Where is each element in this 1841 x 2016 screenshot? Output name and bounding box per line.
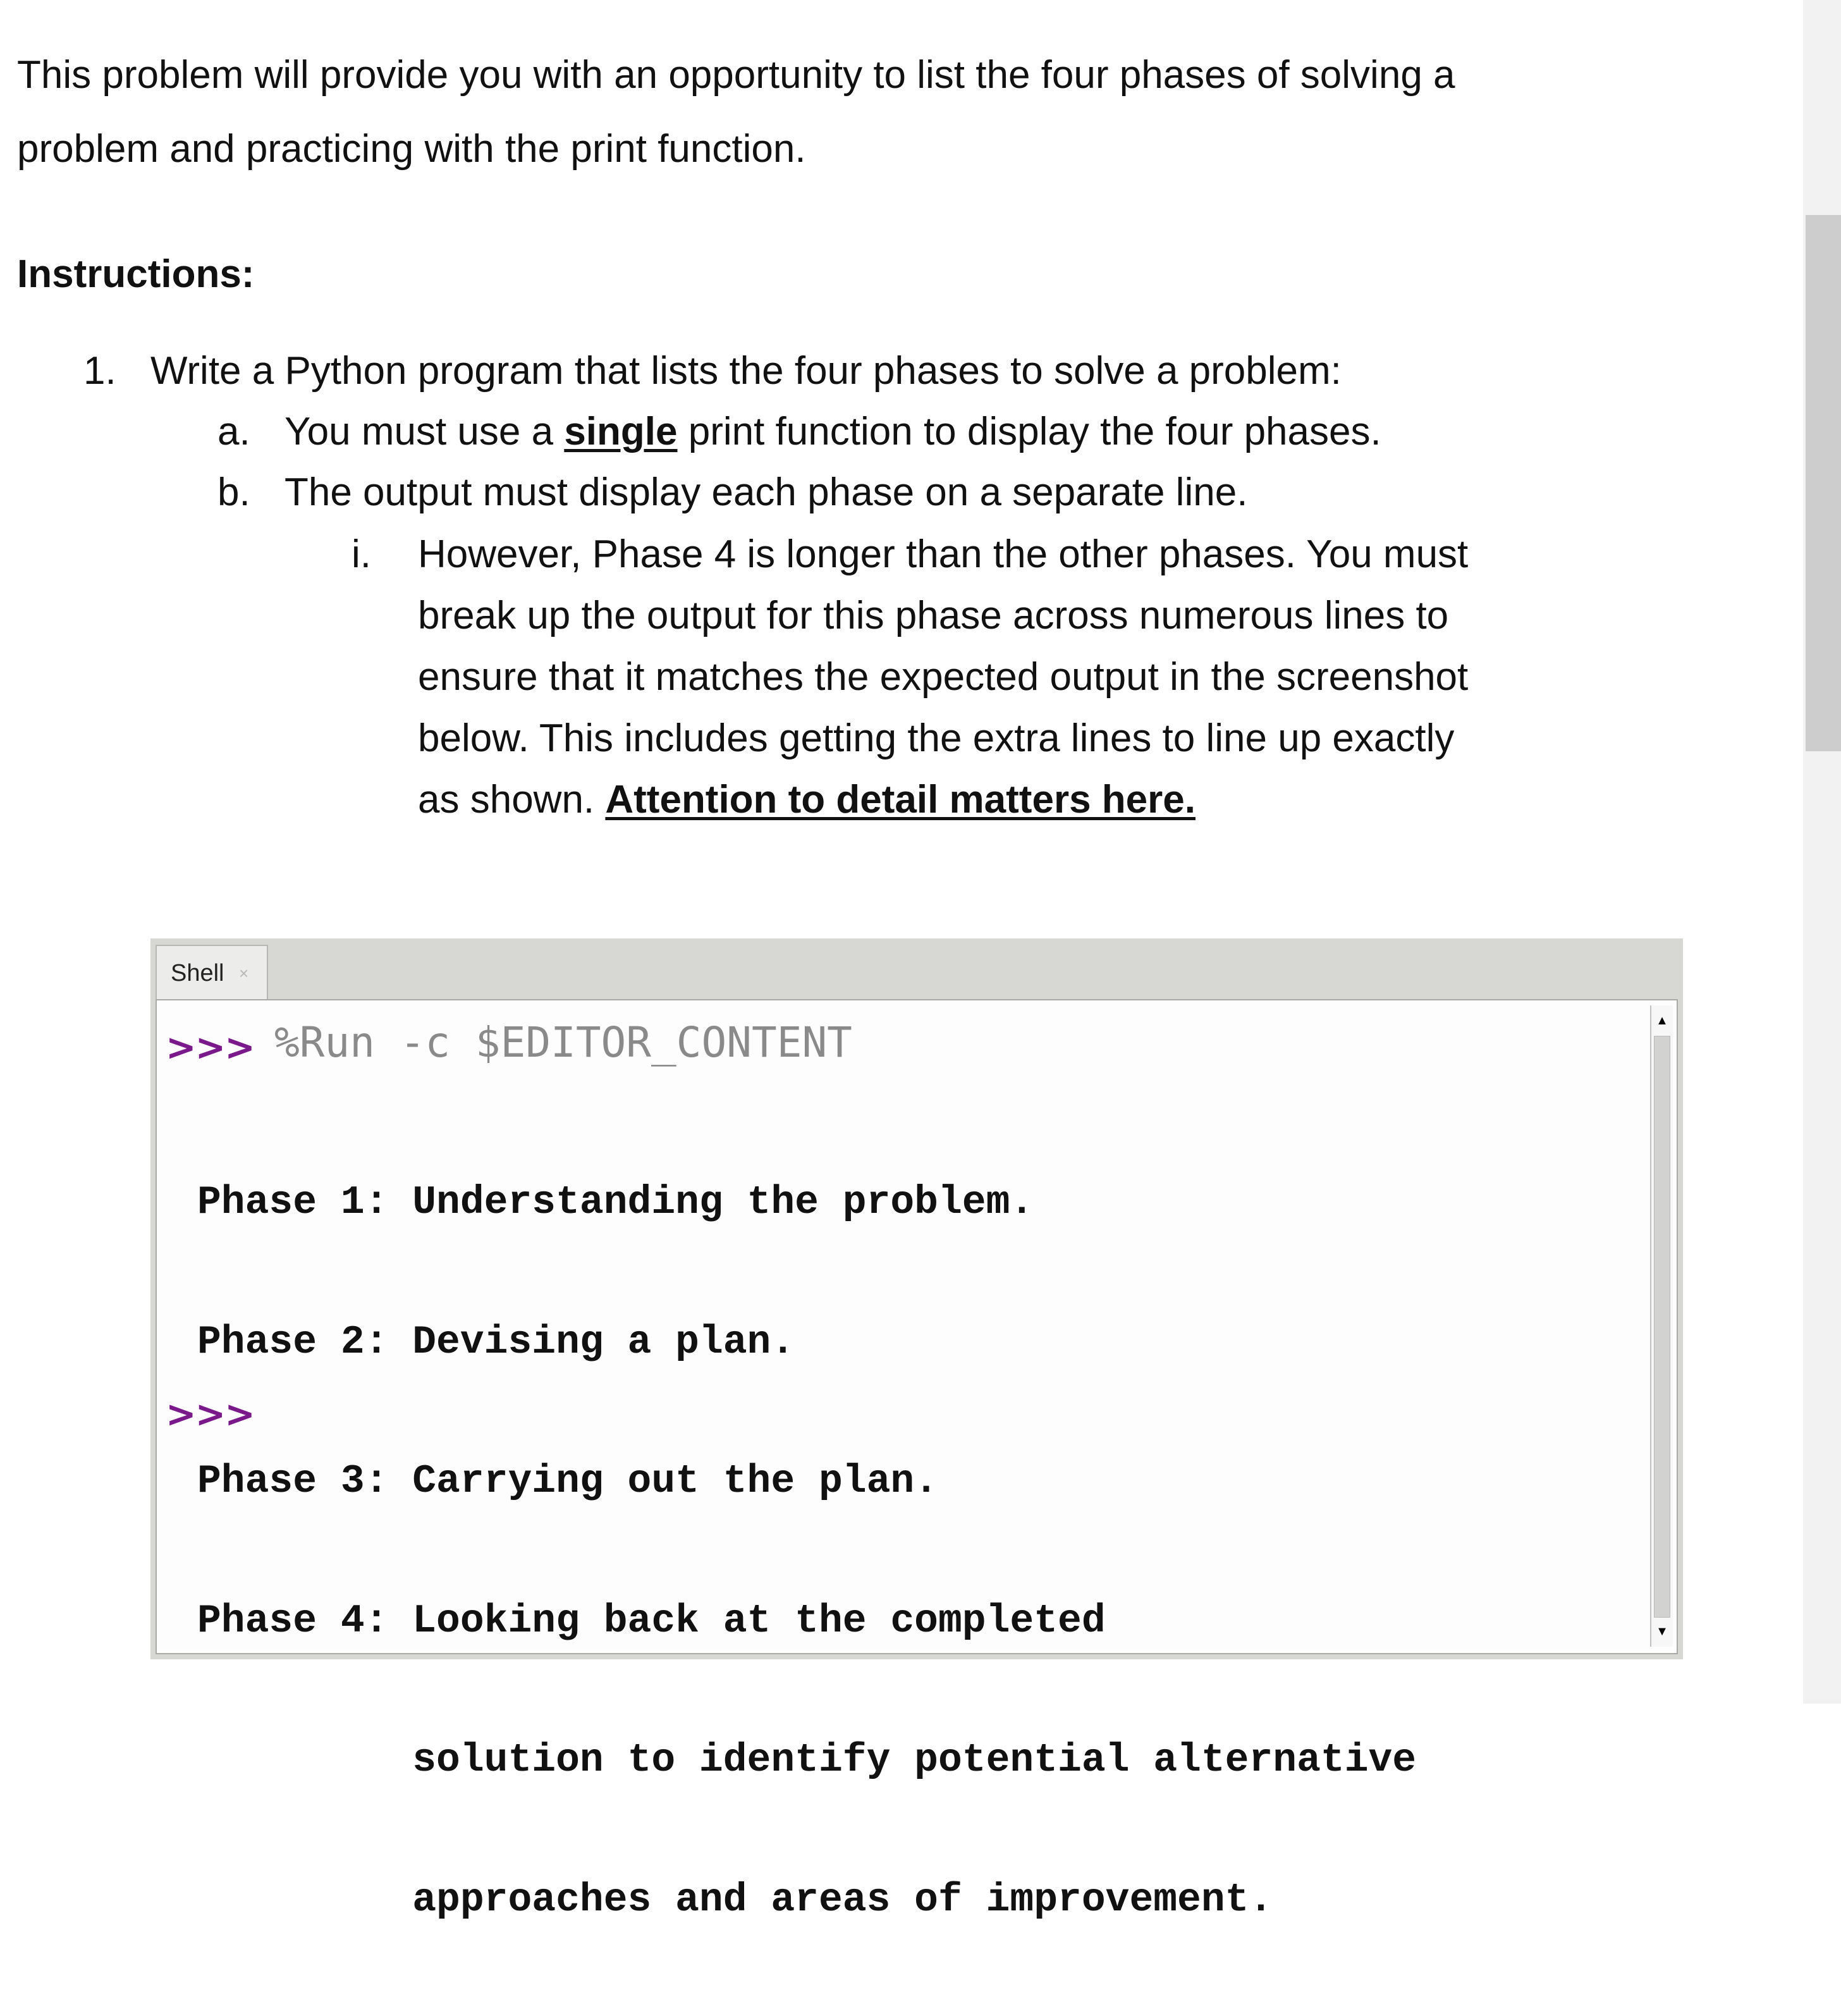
scroll-up-icon[interactable]: ▲ xyxy=(1656,1014,1668,1028)
emphasis-single: single xyxy=(564,410,678,453)
shell-tab-label: Shell xyxy=(171,960,224,986)
intro-paragraph xyxy=(17,38,1598,186)
output-line: Phase 1: Understanding the problem. xyxy=(197,1180,1034,1225)
item-a-pre: You must use a xyxy=(284,410,565,453)
output-line: Phase 4: Looking back at the completed xyxy=(197,1598,1106,1644)
instruction-item-1: Write a Python program that lists the four phases to solve a problem: xyxy=(150,349,1342,393)
shell-output xyxy=(197,1086,1416,2016)
item-i-line-5-pre: as shown. xyxy=(418,778,606,821)
page-scrollbar-thumb[interactable] xyxy=(1806,215,1841,751)
shell-scrollbar-thumb[interactable] xyxy=(1654,1036,1670,1618)
output-line: Phase 2: Devising a plan. xyxy=(197,1319,795,1365)
item-a-post: print function to display the four phases. xyxy=(677,410,1381,453)
instructions-heading: Instructions: xyxy=(17,252,255,296)
instruction-item-i-line-1: However, Phase 4 is longer than the other phases. You must xyxy=(418,532,1469,576)
output-line: solution to identify potential alternative xyxy=(197,1738,1417,1783)
output-line: Phase 3: Carrying out the plan. xyxy=(197,1459,938,1504)
shell-scrollbar[interactable] xyxy=(1650,1005,1673,1647)
list-marker-i: i. xyxy=(352,532,371,576)
instruction-item-i-line-2: break up the output for this phase across numerous lines to xyxy=(418,594,1449,637)
shell-console[interactable] xyxy=(156,999,1678,1922)
scroll-down-icon[interactable]: ▼ xyxy=(1656,1625,1668,1638)
emphasis-attention: Attention to detail matters here. xyxy=(605,778,1196,821)
instruction-item-a xyxy=(284,401,1381,462)
list-marker-1: 1. xyxy=(83,349,116,393)
close-icon[interactable]: × xyxy=(239,964,249,983)
instruction-item-i-line-3: ensure that it matches the expected output in the screenshot xyxy=(418,655,1469,699)
intro-line-1: This problem will provide you with an opportunity to list the four phases of solving a xyxy=(17,53,1455,97)
list-marker-b: b. xyxy=(217,470,250,514)
intro-line-2: problem and practicing with the print function. xyxy=(17,127,806,171)
shell-window xyxy=(150,938,1683,1922)
instruction-item-i-line-5 xyxy=(418,769,1196,830)
shell-final-prompt: >>> xyxy=(166,1392,254,1435)
instruction-item-b: The output must display each phase on a separate line. xyxy=(284,470,1248,514)
shell-prompt: >>> xyxy=(166,1026,254,1069)
shell-command: %Run -c $EDITOR_CONTENT xyxy=(274,1018,852,1067)
shell-tab[interactable] xyxy=(156,945,268,1000)
instruction-item-i-line-4: below. This includes getting the extra lines to line up exactly xyxy=(418,716,1455,760)
list-marker-a: a. xyxy=(217,410,250,453)
output-line: approaches and areas of improvement. xyxy=(197,1877,1273,1922)
